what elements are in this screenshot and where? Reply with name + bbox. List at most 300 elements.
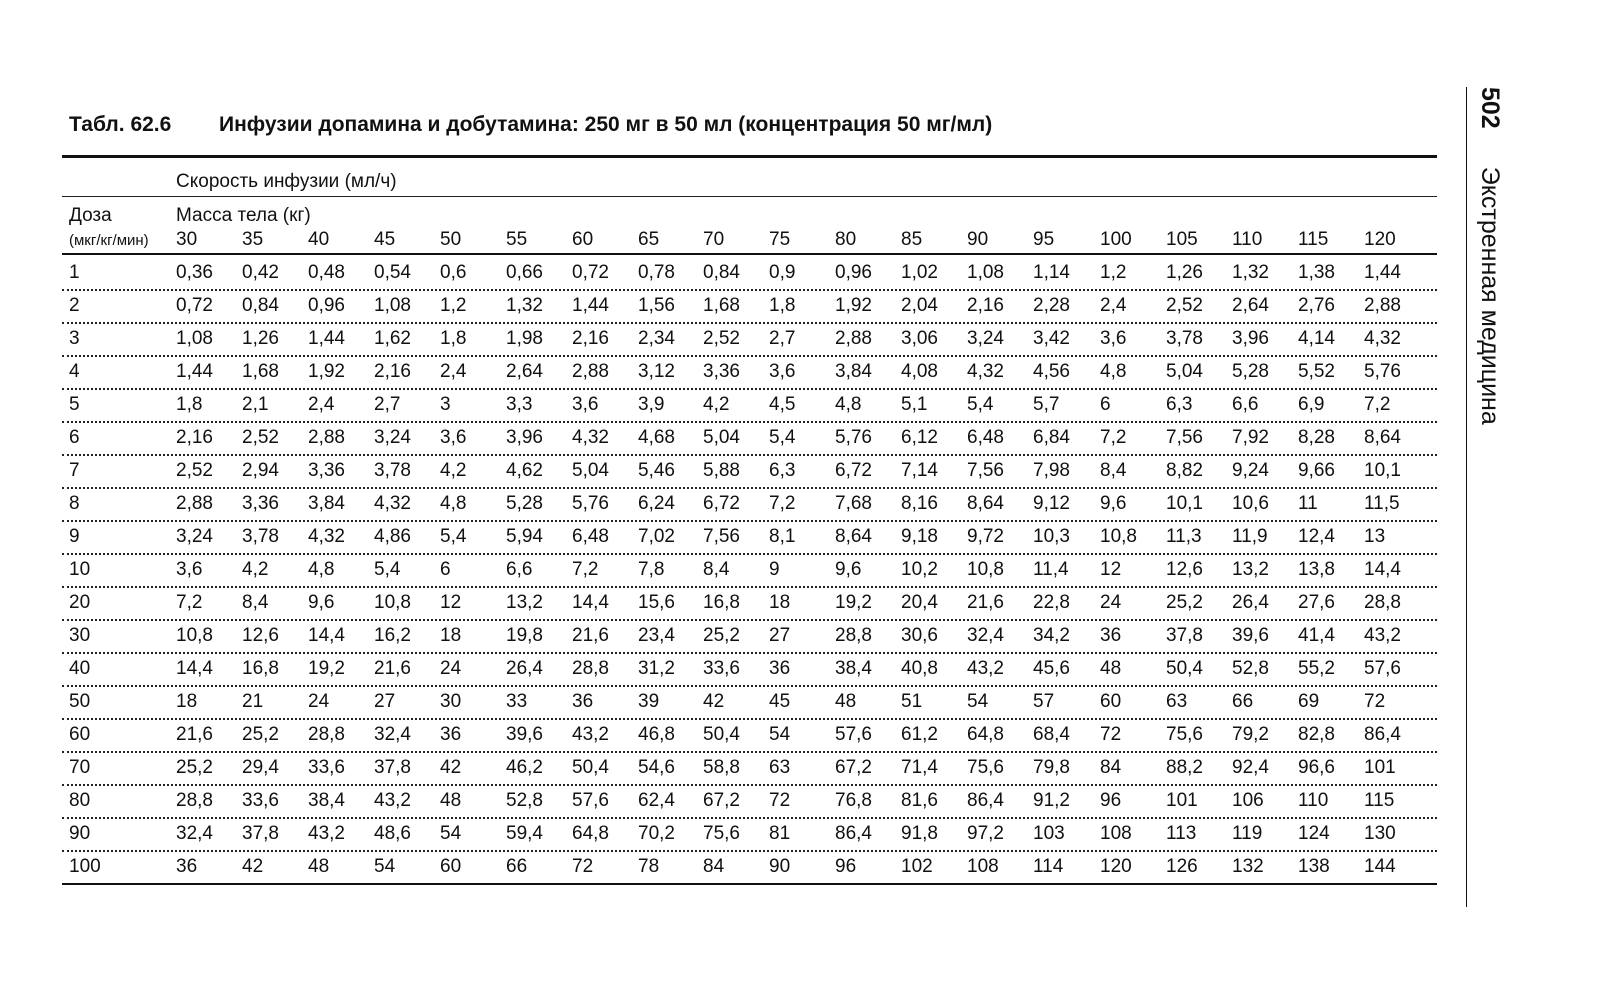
rate-cell: 1,02 — [901, 262, 938, 283]
rate-cell: 25,2 — [1166, 592, 1203, 613]
rate-cell: 21,6 — [967, 592, 1004, 613]
rate-cell: 62,4 — [638, 790, 675, 811]
rate-cell: 6,72 — [835, 460, 872, 481]
rate-cell: 1,08 — [374, 295, 411, 316]
rate-cell: 2,88 — [835, 328, 872, 349]
rate-cell: 75,6 — [967, 757, 1004, 778]
rate-cell: 3,6 — [440, 427, 467, 448]
rate-cell: 48 — [440, 790, 462, 811]
weight-column-header: 60 — [572, 229, 594, 250]
rate-cell: 11 — [1298, 493, 1318, 514]
rate-cell: 2,88 — [176, 493, 213, 514]
rate-cell: 3,6 — [572, 394, 599, 415]
rate-cell: 4,2 — [703, 394, 730, 415]
rate-cell: 24 — [308, 691, 330, 712]
rate-cell: 13,2 — [506, 592, 543, 613]
rate-cell: 9,72 — [967, 526, 1004, 547]
rate-cell: 3,96 — [1232, 328, 1269, 349]
rate-cell: 8,82 — [1166, 460, 1203, 481]
rate-cell: 2,16 — [374, 361, 411, 382]
rate-cell: 132 — [1232, 856, 1264, 877]
rate-cell: 48 — [308, 856, 330, 877]
dose-cell: 6 — [69, 427, 80, 448]
rate-cell: 4,32 — [1364, 328, 1401, 349]
page-number: 502 — [1476, 87, 1504, 129]
rate-cell: 3,9 — [638, 394, 665, 415]
rate-cell: 1,26 — [1166, 262, 1203, 283]
dose-cell: 70 — [69, 757, 91, 778]
rate-cell: 3,6 — [1100, 328, 1127, 349]
table-row — [62, 685, 1437, 720]
infusion-rate-header: Скорость инфузии (мл/ч) — [176, 171, 397, 192]
table-row — [62, 421, 1437, 456]
rate-cell: 4,14 — [1298, 328, 1335, 349]
dose-cell: 1 — [69, 262, 80, 283]
table-row — [62, 388, 1437, 423]
rate-cell: 96 — [1100, 790, 1122, 811]
rate-cell: 0,54 — [374, 262, 411, 283]
weight-column-header: 120 — [1364, 229, 1396, 250]
rate-cell: 7,2 — [769, 493, 796, 514]
page-side-rule — [1466, 87, 1467, 907]
rate-cell: 1,62 — [374, 328, 411, 349]
rate-cell: 0,48 — [308, 262, 345, 283]
rate-cell: 67,2 — [703, 790, 740, 811]
rate-cell: 12,4 — [1298, 526, 1335, 547]
rate-cell: 54,6 — [638, 757, 675, 778]
rate-cell: 9,24 — [1232, 460, 1269, 481]
rate-cell: 1,68 — [242, 361, 279, 382]
rate-cell: 5,04 — [1166, 361, 1203, 382]
rate-cell: 0,66 — [506, 262, 543, 283]
rate-cell: 2,64 — [506, 361, 543, 382]
rate-cell: 113 — [1166, 823, 1197, 844]
rate-cell: 126 — [1166, 856, 1198, 877]
rate-cell: 6,6 — [1232, 394, 1259, 415]
header-rule — [62, 196, 1437, 197]
rate-cell: 4,56 — [1033, 361, 1070, 382]
rate-cell: 46,2 — [506, 757, 543, 778]
rate-cell: 25,2 — [242, 724, 279, 745]
rate-cell: 2,1 — [242, 394, 269, 415]
rate-cell: 4,08 — [901, 361, 938, 382]
rate-cell: 19,2 — [835, 592, 872, 613]
rate-cell: 96 — [835, 856, 857, 877]
rate-cell: 36 — [176, 856, 198, 877]
weight-column-header: 70 — [703, 229, 725, 250]
rate-cell: 8,64 — [967, 493, 1004, 514]
rate-cell: 1,44 — [176, 361, 213, 382]
rate-cell: 36 — [769, 658, 791, 679]
rate-cell: 54 — [374, 856, 396, 877]
weight-column-header: 40 — [308, 229, 330, 250]
rate-cell: 20,4 — [901, 592, 938, 613]
rate-cell: 2,52 — [242, 427, 279, 448]
rate-cell: 3,24 — [374, 427, 411, 448]
rate-cell: 5,04 — [703, 427, 740, 448]
rate-cell: 33,6 — [308, 757, 345, 778]
rate-cell: 119 — [1232, 823, 1263, 844]
rate-cell: 28,8 — [835, 625, 872, 646]
rate-cell: 36 — [1100, 625, 1122, 646]
rate-cell: 13,8 — [1298, 559, 1335, 580]
rate-cell: 2,94 — [242, 460, 279, 481]
rate-cell: 7,56 — [703, 526, 740, 547]
dose-cell: 10 — [69, 559, 91, 580]
rate-cell: 9,6 — [308, 592, 335, 613]
rate-cell: 18 — [176, 691, 198, 712]
rate-cell: 1,44 — [308, 328, 345, 349]
rate-cell: 1,8 — [176, 394, 203, 415]
rate-cell: 3 — [440, 394, 451, 415]
rate-cell: 2,4 — [440, 361, 467, 382]
rate-cell: 86,4 — [1364, 724, 1401, 745]
rate-cell: 71,4 — [901, 757, 938, 778]
rate-cell: 2,16 — [176, 427, 213, 448]
table-row — [62, 454, 1437, 489]
rate-cell: 97,2 — [967, 823, 1004, 844]
rate-cell: 92,4 — [1232, 757, 1269, 778]
rate-cell: 7,2 — [572, 559, 599, 580]
rate-cell: 0,96 — [835, 262, 872, 283]
rate-cell: 114 — [1033, 856, 1064, 877]
table-row — [62, 355, 1437, 390]
dose-cell: 4 — [69, 361, 80, 382]
rate-cell: 4,8 — [1100, 361, 1127, 382]
rate-cell: 7,92 — [1232, 427, 1269, 448]
rate-cell: 4,8 — [308, 559, 335, 580]
rate-cell: 9,6 — [835, 559, 862, 580]
rate-cell: 8,64 — [835, 526, 872, 547]
weight-column-header: 100 — [1100, 229, 1132, 250]
rate-cell: 26,4 — [1232, 592, 1269, 613]
rate-cell: 2,88 — [308, 427, 345, 448]
rate-cell: 70,2 — [638, 823, 675, 844]
rate-cell: 24 — [440, 658, 462, 679]
rate-cell: 11,9 — [1232, 526, 1268, 547]
rate-cell: 59,4 — [506, 823, 543, 844]
dose-cell: 40 — [69, 658, 91, 679]
rate-cell: 42 — [440, 757, 462, 778]
rate-cell: 8,16 — [901, 493, 938, 514]
rate-cell: 6,9 — [1298, 394, 1325, 415]
rate-cell: 7,2 — [1100, 427, 1127, 448]
rate-cell: 5,04 — [572, 460, 609, 481]
weight-column-header: 115 — [1298, 229, 1329, 250]
rate-cell: 2,16 — [572, 328, 609, 349]
rate-cell: 5,7 — [1033, 394, 1060, 415]
rate-cell: 6,48 — [967, 427, 1004, 448]
weight-column-header: 55 — [506, 229, 528, 250]
rate-cell: 48 — [1100, 658, 1122, 679]
rate-cell: 4,5 — [769, 394, 796, 415]
rate-cell: 75,6 — [703, 823, 740, 844]
table-row — [62, 322, 1437, 357]
rate-cell: 108 — [1100, 823, 1132, 844]
rate-cell: 30 — [440, 691, 462, 712]
rate-cell: 1,44 — [572, 295, 609, 316]
weight-column-header: 65 — [638, 229, 660, 250]
rate-cell: 10,1 — [1364, 460, 1401, 481]
rate-cell: 79,8 — [1033, 757, 1070, 778]
rate-cell: 81,6 — [901, 790, 938, 811]
rate-cell: 1,44 — [1364, 262, 1401, 283]
rate-cell: 26,4 — [506, 658, 543, 679]
rate-cell: 63 — [1166, 691, 1188, 712]
rate-cell: 34,2 — [1033, 625, 1070, 646]
rate-cell: 37,8 — [374, 757, 411, 778]
rate-cell: 43,2 — [967, 658, 1004, 679]
table-row — [62, 817, 1437, 852]
rate-cell: 61,2 — [901, 724, 938, 745]
rate-cell: 5,4 — [967, 394, 994, 415]
rate-cell: 16,8 — [242, 658, 279, 679]
rate-cell: 6 — [440, 559, 451, 580]
rate-cell: 1,26 — [242, 328, 279, 349]
rate-cell: 0,42 — [242, 262, 279, 283]
weight-header: Масса тела (кг) — [176, 205, 311, 226]
rate-cell: 9,66 — [1298, 460, 1335, 481]
rate-cell: 40,8 — [901, 658, 938, 679]
rate-cell: 37,8 — [1166, 625, 1203, 646]
rate-cell: 7,14 — [901, 460, 938, 481]
rate-cell: 101 — [1364, 757, 1396, 778]
rate-cell: 22,8 — [1033, 592, 1070, 613]
rate-cell: 9 — [769, 559, 780, 580]
rate-cell: 9,12 — [1033, 493, 1070, 514]
rate-cell: 8,64 — [1364, 427, 1401, 448]
rate-cell: 4,68 — [638, 427, 675, 448]
rate-cell: 76,8 — [835, 790, 872, 811]
rate-cell: 52,8 — [1232, 658, 1269, 679]
rate-cell: 33 — [506, 691, 528, 712]
rate-cell: 8,4 — [1100, 460, 1127, 481]
table-row — [62, 586, 1437, 621]
rate-cell: 1,8 — [440, 328, 467, 349]
rate-cell: 10,1 — [1166, 493, 1203, 514]
rate-cell: 3,36 — [242, 493, 279, 514]
rate-cell: 48 — [835, 691, 857, 712]
rate-cell: 3,96 — [506, 427, 543, 448]
weight-column-header: 45 — [374, 229, 396, 250]
rate-cell: 2,76 — [1298, 295, 1335, 316]
dose-cell: 20 — [69, 592, 91, 613]
rate-cell: 75,6 — [1166, 724, 1203, 745]
rate-cell: 50,4 — [1166, 658, 1203, 679]
rate-cell: 10,2 — [901, 559, 938, 580]
rate-cell: 6,3 — [1166, 394, 1193, 415]
rate-cell: 2,16 — [967, 295, 1004, 316]
rate-cell: 38,4 — [308, 790, 345, 811]
rate-cell: 4,2 — [242, 559, 269, 580]
rate-cell: 82,8 — [1298, 724, 1335, 745]
rate-cell: 10,8 — [374, 592, 411, 613]
rate-cell: 50,4 — [703, 724, 740, 745]
rate-cell: 1,14 — [1033, 262, 1070, 283]
dose-header: Доза — [69, 205, 112, 226]
rate-cell: 57,6 — [1364, 658, 1401, 679]
rate-cell: 86,4 — [835, 823, 872, 844]
rate-cell: 5,76 — [1364, 361, 1401, 382]
table-row — [62, 619, 1437, 654]
table-row — [62, 256, 1437, 291]
rate-cell: 4,8 — [440, 493, 467, 514]
dose-cell: 9 — [69, 526, 80, 547]
rate-cell: 144 — [1364, 856, 1396, 877]
rate-cell: 9,18 — [901, 526, 938, 547]
rate-cell: 5,88 — [703, 460, 740, 481]
weight-column-header: 105 — [1166, 229, 1198, 250]
rate-cell: 54 — [967, 691, 989, 712]
rate-cell: 14,4 — [572, 592, 609, 613]
rate-cell: 14,4 — [308, 625, 345, 646]
rate-cell: 2,64 — [1232, 295, 1269, 316]
rate-cell: 64,8 — [967, 724, 1004, 745]
rate-cell: 103 — [1033, 823, 1065, 844]
rate-cell: 18 — [440, 625, 462, 646]
rate-cell: 28,8 — [572, 658, 609, 679]
rate-cell: 3,84 — [308, 493, 345, 514]
rate-cell: 4,62 — [506, 460, 543, 481]
rate-cell: 79,2 — [1232, 724, 1269, 745]
rate-cell: 69 — [1298, 691, 1320, 712]
rate-cell: 78 — [638, 856, 660, 877]
rate-cell: 8,28 — [1298, 427, 1335, 448]
rate-cell: 5,28 — [506, 493, 543, 514]
dose-unit: (мкг/кг/мин) — [69, 232, 149, 249]
rate-cell: 7,68 — [835, 493, 872, 514]
rate-cell: 45,6 — [1033, 658, 1070, 679]
weight-column-header: 50 — [440, 229, 462, 250]
rate-cell: 5,46 — [638, 460, 675, 481]
dose-cell: 7 — [69, 460, 80, 481]
rate-cell: 3,24 — [176, 526, 213, 547]
rate-cell: 10,6 — [1232, 493, 1269, 514]
rate-cell: 130 — [1364, 823, 1396, 844]
rate-cell: 4,32 — [374, 493, 411, 514]
rate-cell: 15,6 — [638, 592, 675, 613]
rate-cell: 42 — [242, 856, 264, 877]
rate-cell: 3,6 — [176, 559, 203, 580]
rate-cell: 96,6 — [1298, 757, 1335, 778]
rate-cell: 57,6 — [835, 724, 872, 745]
rate-cell: 14,4 — [176, 658, 213, 679]
dose-cell: 90 — [69, 823, 91, 844]
rate-cell: 6,72 — [703, 493, 740, 514]
rate-cell: 0,78 — [638, 262, 675, 283]
rate-cell: 2,52 — [1166, 295, 1203, 316]
rate-cell: 6,3 — [769, 460, 796, 481]
dose-cell: 60 — [69, 724, 91, 745]
weight-column-header: 110 — [1232, 229, 1263, 250]
weight-column-header: 75 — [769, 229, 791, 250]
top-rule — [62, 155, 1437, 158]
rate-cell: 46,8 — [638, 724, 675, 745]
column-header-rule — [62, 253, 1437, 255]
rate-cell: 33,6 — [242, 790, 279, 811]
rate-cell: 6,24 — [638, 493, 675, 514]
rate-cell: 84 — [1100, 757, 1122, 778]
rate-cell: 1,8 — [769, 295, 796, 316]
rate-cell: 4,32 — [967, 361, 1004, 382]
rate-cell: 27 — [769, 625, 791, 646]
table-row — [62, 487, 1437, 522]
rate-cell: 60 — [440, 856, 462, 877]
rate-cell: 21,6 — [572, 625, 609, 646]
rate-cell: 19,2 — [308, 658, 345, 679]
rate-cell: 108 — [967, 856, 999, 877]
rate-cell: 21,6 — [374, 658, 411, 679]
table-row — [62, 784, 1437, 819]
rate-cell: 102 — [901, 856, 933, 877]
rate-cell: 2,4 — [308, 394, 335, 415]
rate-cell: 0,36 — [176, 262, 213, 283]
rate-cell: 36 — [572, 691, 594, 712]
rate-cell: 0,96 — [308, 295, 345, 316]
rate-cell: 2,7 — [769, 328, 796, 349]
rate-cell: 10,3 — [1033, 526, 1070, 547]
rate-cell: 3,3 — [506, 394, 533, 415]
rate-cell: 72 — [769, 790, 791, 811]
rate-cell: 7,02 — [638, 526, 675, 547]
rate-cell: 13 — [1364, 526, 1386, 547]
rate-cell: 67,2 — [835, 757, 872, 778]
rate-cell: 3,6 — [769, 361, 796, 382]
rate-cell: 1,92 — [835, 295, 872, 316]
rate-cell: 0,84 — [242, 295, 279, 316]
rate-cell: 5,94 — [506, 526, 543, 547]
rate-cell: 3,12 — [638, 361, 675, 382]
rate-cell: 84 — [703, 856, 725, 877]
rate-cell: 54 — [440, 823, 462, 844]
rate-cell: 32,4 — [374, 724, 411, 745]
rate-cell: 29,4 — [242, 757, 279, 778]
rate-cell: 19,8 — [506, 625, 543, 646]
rate-cell: 1,2 — [440, 295, 467, 316]
rate-cell: 13,2 — [1232, 559, 1269, 580]
rate-cell: 16,8 — [703, 592, 740, 613]
rate-cell: 8,1 — [769, 526, 796, 547]
rate-cell: 5,1 — [901, 394, 928, 415]
rate-cell: 25,2 — [703, 625, 740, 646]
dose-cell: 3 — [69, 328, 80, 349]
table-row — [62, 520, 1437, 555]
rate-cell: 2,88 — [1364, 295, 1401, 316]
rate-cell: 1,2 — [1100, 262, 1127, 283]
rate-cell: 1,08 — [176, 328, 213, 349]
weight-column-header: 90 — [967, 229, 989, 250]
rate-cell: 11,4 — [1033, 559, 1069, 580]
rate-cell: 18 — [769, 592, 791, 613]
table-row — [62, 850, 1437, 885]
dose-cell: 5 — [69, 394, 80, 415]
rate-cell: 39,6 — [1232, 625, 1269, 646]
dose-cell: 8 — [69, 493, 80, 514]
rate-cell: 1,08 — [967, 262, 1004, 283]
rate-cell: 54 — [769, 724, 791, 745]
rate-cell: 8,4 — [703, 559, 730, 580]
rate-cell: 3,36 — [308, 460, 345, 481]
table-label: Табл. 62.6 — [69, 113, 172, 136]
rate-cell: 6 — [1100, 394, 1111, 415]
rate-cell: 101 — [1166, 790, 1198, 811]
weight-column-header: 95 — [1033, 229, 1055, 250]
rate-cell: 39 — [638, 691, 660, 712]
rate-cell: 58,8 — [703, 757, 740, 778]
rate-cell: 60 — [1100, 691, 1122, 712]
rate-cell: 3,24 — [967, 328, 1004, 349]
table-row — [62, 718, 1437, 753]
